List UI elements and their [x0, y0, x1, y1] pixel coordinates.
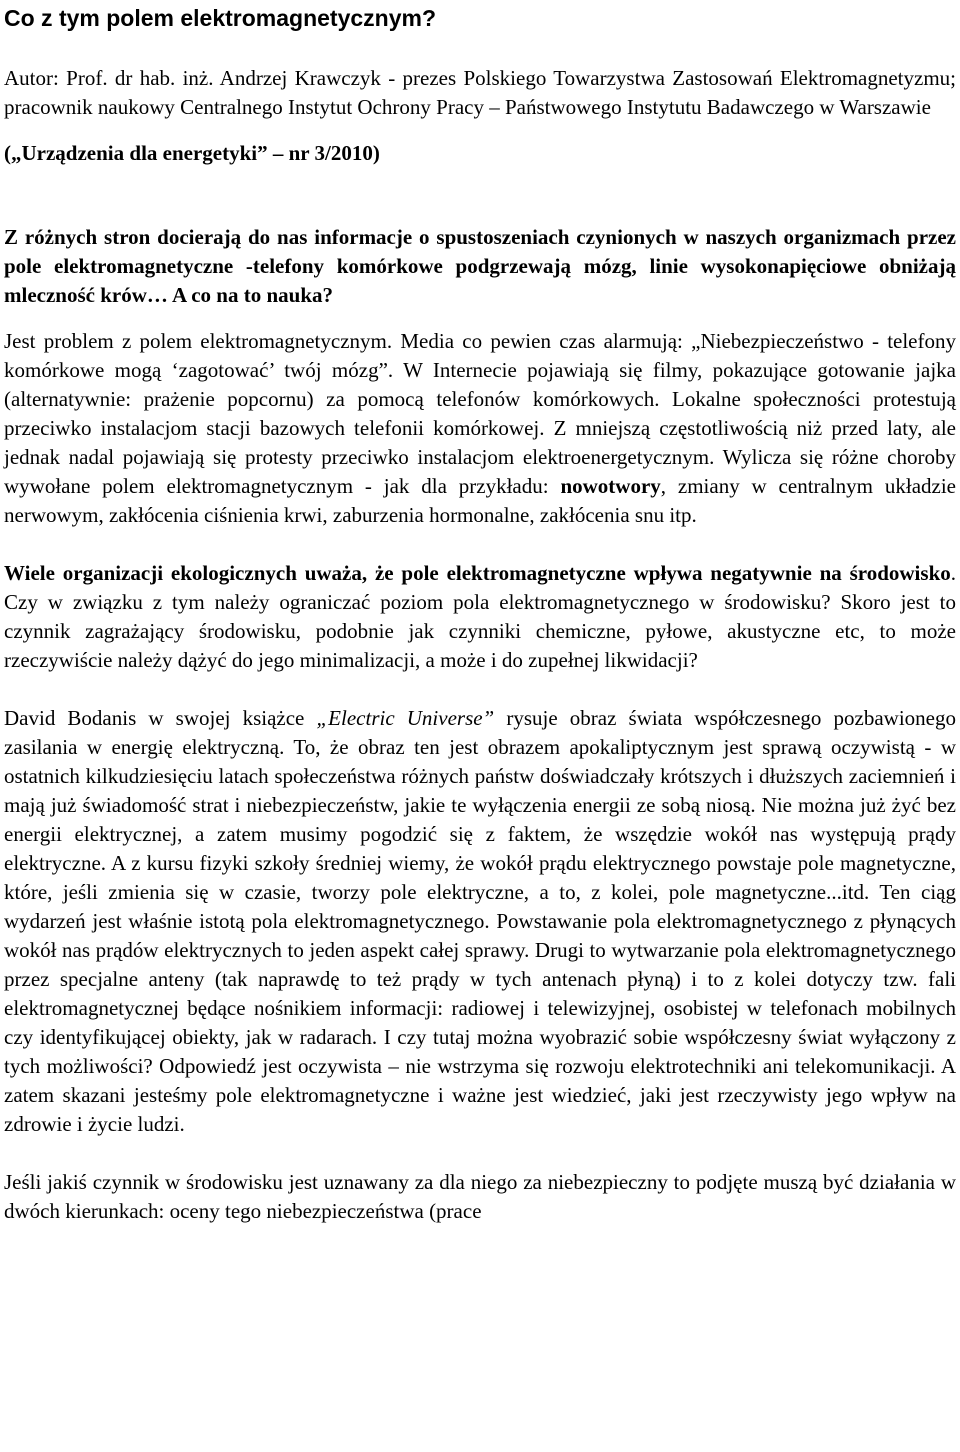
paragraph-1-text-end: , zmiany w centralnym układzie nerwowym, zakłócenia ciśnienia krwi, zaburzenia hormonalne, zakłócenia snu itp. [4, 474, 956, 527]
paragraph-3-text-end: rysuje obraz świata współczesnego pozbawionego zasilania w energię elektryczną. To, że obraz ten jest obrazem apokaliptycznym jest sprawą oczywistą - w ostatnich kilkudziesięciu latach społeczeństwa różnych państw doświadczały krótszych i dłuższych zaciemnień i mają już świadomość strat i niebezpieczeństw, jakie te wyłączenia energii ze sobą niosą. Nie można już żyć bez energii elektrycznej, a zatem musimy pogodzić się z faktem, że wszędzie wokół nas występują prądy elektryczne. A z kursu fizyki szkoły średniej wiemy, że wokół prądu elektrycznego powstaje pole magnetyczne, które, jeśli zmienia się w czasie, tworzy pole elektryczne, a to, z kolei, pole magnetyczne...itd. Ten ciąg wydarzeń jest właśnie istotą pola elektromagnetycznego. Powstawanie pola elektromagnetycznego z płynących wokół nas prądów elektrycznych to jeden aspekt całej sprawy. Drugi to wytwarzanie pola elektromagnetycznego przez specjalne anteny (tak naprawdę to też prądy w tych antenach płyną) i to z kolei dotyczy tzw. fali elektromagnetycznej będące nośnikiem informacji: radiowej i telewizyjnej, osobistej w telefonach mobilnych czy identyfikującej obiekty, jak w radarach. I czy tutaj można wyobrazić sobie współczesny świat wyłączony z tych możliwości? Odpowiedź jest oczywista – nie wstrzyma się rozwoju elektrotechniki ani telekomunikacji. A zatem skazani jesteśmy pole elektromagnetyczne i ważne jest wiedzieć, jaki jest rzeczywisty jego wpływ na zdrowie i życie ludzi. [4, 706, 956, 1136]
lead-paragraph: Z różnych stron docierają do nas informacje o spustoszeniach czynionych w naszych organizmach przez pole elektromagnetyczne -telefony komórkowe podgrzewają mózg, linie wysokonapięciowe obniżają mleczność krów… A co na to nauka? [4, 225, 956, 307]
paragraph-2-text: . Czy w związku z tym należy ograniczać poziom pola elektromagnetycznego w środowisku? Skoro jest to czynnik zagrażający środowisku, podobnie jak czynniki chemiczne, pyłowe, akustyczne etc, to może rzeczywiście należy dążyć do jego minimalizacji, a może i do zupełnej likwidacji? [4, 561, 956, 672]
paragraph-3 [4, 704, 956, 1139]
paragraph-1-text: Jest problem z polem elektromagnetycznym. Media co pewien czas alarmują: „Niebezpieczeństwo - telefony komórkowe mogą ‘zagotować’ twój mózg”. W Internecie pojawiają się filmy, pokazujące gotowanie jajka (alternatywnie: prażenie popcornu) za pomocą telefonów komórkowych. Lokalne społeczności protestują przeciwko instalacjom stacji bazowych telefonii komórkowej. Z mniejszą częstotliwością niż przed laty, ale jednak nadal pojawiają się protesty przeciwko instalacjom elektroenergetycznym. Wylicza się różne choroby wywołane polem elektromagnetycznym - jak dla przykładu: [4, 329, 956, 498]
paragraph-2 [4, 559, 956, 675]
document-page [4, 0, 956, 1226]
source-line: („Urządzenia dla energetyki” – nr 3/2010) [4, 141, 380, 165]
book-title: „Electric Universe” [316, 706, 495, 730]
paragraph-4: Jeśli jakiś czynnik w środowisku jest uznawany za dla niego za niebezpieczny to podjęte muszą być działania w dwóch kierunkach: oceny tego niebezpieczeństwa (prace [4, 1170, 956, 1223]
paragraph-1 [4, 327, 956, 530]
article-title: Co z tym polem elektromagnetycznym? [4, 5, 436, 31]
paragraph-2-bold: Wiele organizacji ekologicznych uważa, że pole elektromagnetyczne wpływa negatywnie na środowisko [4, 561, 951, 585]
author-line: Autor: Prof. dr hab. inż. Andrzej Krawczyk - prezes Polskiego Towarzystwa Zastosowań Elektromagnetyzmu; pracownik naukowy Centralnego Instytut Ochrony Pracy – Państwowego Instytutu Badawczego w Warszawie [4, 66, 956, 119]
paragraph-3-text: David Bodanis w swojej książce [4, 706, 317, 730]
paragraph-1-bold: nowotwory [560, 474, 661, 498]
